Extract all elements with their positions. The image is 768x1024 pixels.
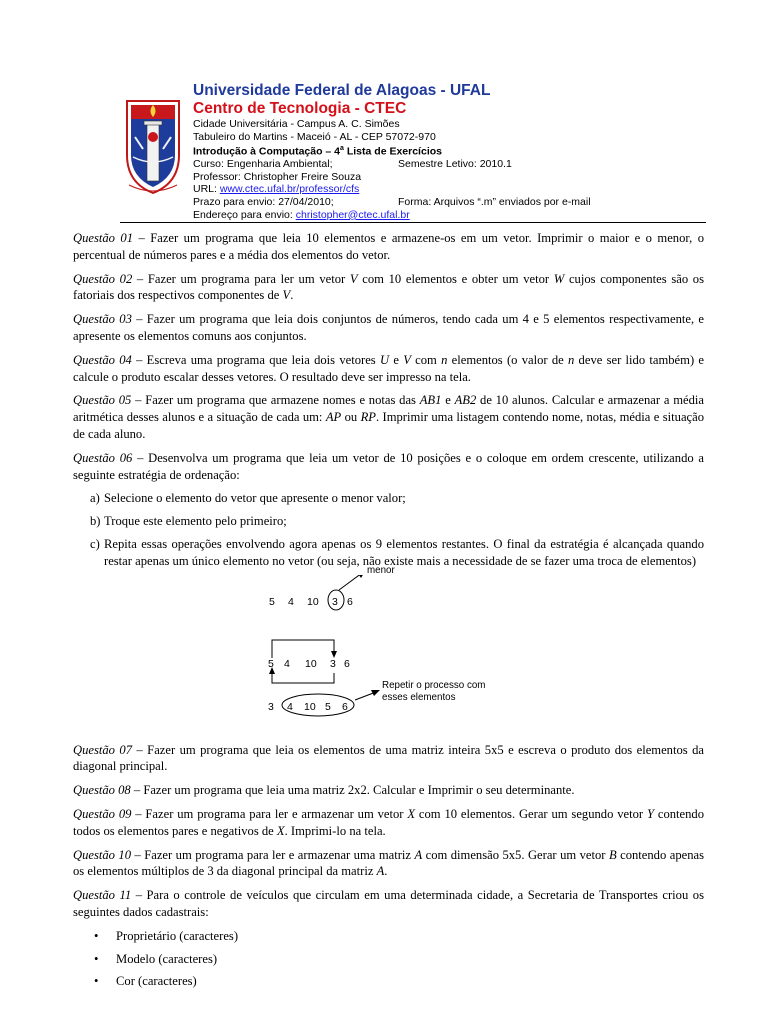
bullet: •	[94, 928, 99, 943]
row2-item: 6	[344, 657, 350, 670]
question-06: Questão 06 – Desenvolva um programa que leia um vetor de 10 posições e o coloque em ordem crescente, utilizando a seguinte estratégia de ordenação:	[73, 450, 705, 482]
semestre: Semestre Letivo: 2010.1	[398, 158, 512, 171]
curso: Curso: Engenharia Ambiental;	[193, 158, 333, 171]
row3-item: 5	[325, 700, 331, 713]
row1-item: 3	[332, 595, 338, 608]
label-menor: menor	[367, 564, 395, 576]
email-link[interactable]: christopher@ctec.ufal.br	[295, 208, 410, 221]
center-name: Centro de Tecnologia - CTEC	[193, 100, 407, 117]
list-item: b) Troque este elemento pelo primeiro;	[90, 514, 287, 529]
list-item: • Proprietário (caracteres)	[94, 928, 239, 943]
question-03: Questão 03 – Fazer um programa que leia dois conjuntos de números, tendo cada um 4 e 5 elementos respectivamente, e apresente os elementos comuns aos conjuntos.	[73, 312, 705, 343]
prazo: Prazo para envio: 27/04/2010;	[193, 196, 334, 209]
course-line	[193, 158, 512, 171]
address-line-2: Tabuleiro do Martins - Maceió - AL - CEP 57072-970	[193, 130, 436, 143]
question-11-fields	[73, 928, 704, 990]
row3-item: 3	[268, 700, 274, 713]
row1-item: 10	[307, 595, 319, 608]
row2-item: 5	[268, 657, 274, 670]
question-08: Questão 08 – Fazer um programa que leia uma matriz 2x2. Calcular e Imprimir o seu determinante.	[73, 783, 575, 798]
list-item: • Modelo (caracteres)	[94, 951, 218, 966]
email-line: Endereço para envio: christopher@ctec.ufal.br	[193, 208, 410, 221]
question-02: Questão 02 – Fazer um programa para ler um vetor V com 10 elementos e obter um vetor W cujos componentes são os fatoriais dos respectivos componentes de V.	[73, 271, 704, 303]
question-09: Questão 09 – Fazer um programa para ler e armazenar um vetor X com 10 elementos. Gerar um segundo vetor Y contendo todos os elementos pares e negativos de X. Imprimi-lo na tela.	[73, 806, 705, 838]
row1-item: 6	[347, 595, 353, 608]
university-name: Universidade Federal de Alagoas - UFAL	[193, 82, 491, 99]
professor: Professor: Christopher Freire Souza	[193, 170, 362, 183]
question-06-steps	[73, 490, 704, 569]
row2-item: 3	[330, 657, 336, 670]
row3-item: 10	[304, 700, 316, 713]
label-repetir: Repetir o processo com esses elementos	[382, 679, 486, 703]
question-04: Questão 04 – Escreva uma programa que leia dois vetores U e V com n elementos (o valor de n deve ser lido também) e calcule o produto escalar desses vetores. O resultado deve ser impresso na tela.	[73, 352, 704, 384]
list-item: c) Repita essas operações envolvendo agora apenas os 9 elementos restantes. O final da estratégia é alcançada quando restar apenas um único elemento no vetor (ou seja, não existe mais a necessidade de se fazer uma troca de elementos)	[90, 536, 704, 568]
question-01: Questão 01 – Fazer um programa que leia 10 elementos e armazene-os em um vetor. Imprimir o maior e o menor, o percentual de números pares e a média dos elementos do vetor.	[73, 231, 704, 262]
header-rule	[120, 222, 706, 223]
forma: Forma: Arquivos “.m” enviados por e-mail	[398, 196, 591, 209]
document-header	[193, 82, 591, 221]
address-line-1: Cidade Universitária - Campus A. C. Simões	[193, 118, 400, 130]
deadline-line	[193, 196, 591, 209]
question-07: Questão 07 – Fazer um programa que leia os elementos de uma matriz inteira 5x5 e escreva o produto dos elementos da diagonal principal.	[73, 742, 705, 774]
selection-sort-diagram	[73, 564, 704, 737]
row1-item: 5	[269, 595, 275, 608]
bullet: •	[94, 951, 99, 966]
course-title: Introdução à Computação – 4$^a$ Lista de Exercícios	[193, 145, 442, 158]
row3-item: 6	[342, 700, 348, 713]
url-link[interactable]: www.ctec.ufal.br/professor/cfs	[219, 183, 360, 196]
bullet: •	[94, 974, 99, 989]
ufal-logo	[123, 97, 183, 197]
url-line: URL: www.ctec.ufal.br/professor/cfs	[193, 183, 360, 196]
row2-item: 10	[305, 657, 317, 670]
list-item: a) Selecione o elemento do vetor que apresente o menor valor;	[90, 491, 406, 506]
row3-item: 4	[287, 700, 293, 713]
exercise-list	[73, 230, 704, 996]
row2-item: 4	[284, 657, 290, 670]
question-10: Questão 10 – Fazer um programa para ler e armazenar uma matriz A com dimensão 5x5. Gerar um vetor B contendo apenas os elementos múltiplos de 3 da diagonal principal da matriz A.	[73, 847, 704, 879]
row1-item: 4	[288, 595, 294, 608]
list-item: • Cor (caracteres)	[94, 974, 197, 989]
question-11: Questão 11 – Para o controle de veículos que circulam em uma determinada cidade, a Secretaria de Transportes criou os seguintes dados cadastrais:	[73, 888, 704, 919]
question-05: Questão 05 – Fazer um programa que armazene nomes e notas das AB1 e AB2 de 10 alunos. Calcular e armazenar a média aritmética desses alunos e a situação de cada um: AP ou RP. Imprimir uma listagem contendo nome, notas, média e situação de cada aluno.	[73, 393, 705, 441]
